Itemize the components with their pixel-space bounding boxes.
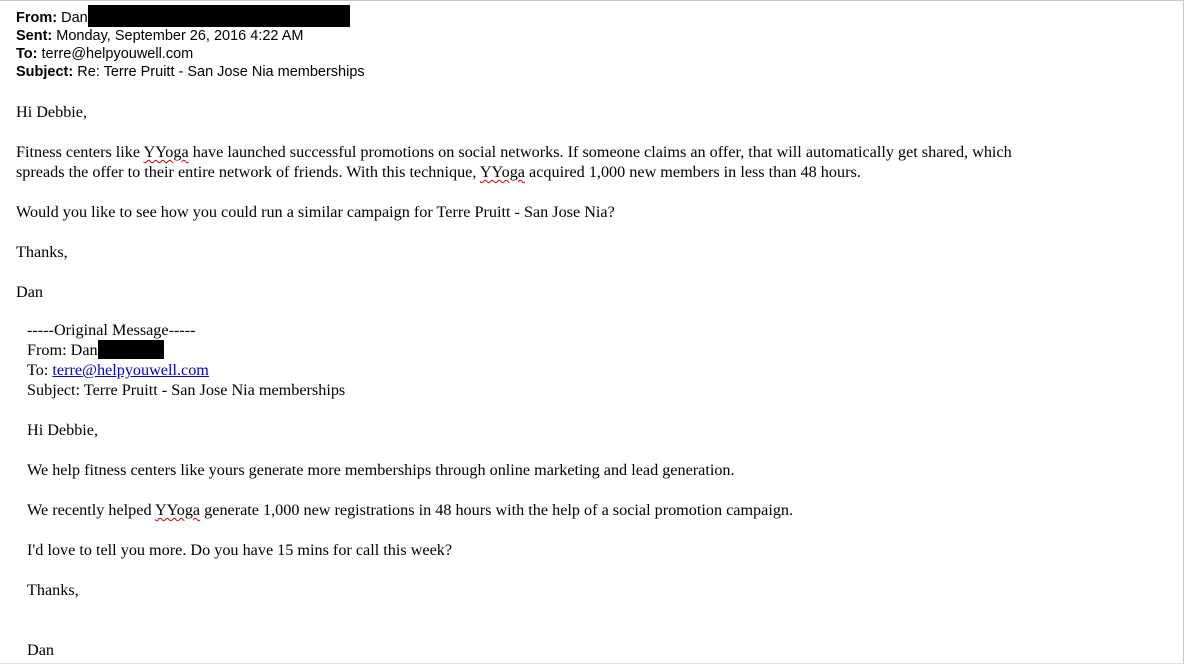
original-paragraph-2: We recently helped YYoga generate 1,000 new registrations in 48 hours with the help of a social promotion campaign. <box>27 501 794 519</box>
original-to-prefix: To: <box>27 361 53 379</box>
redaction-box <box>98 340 164 359</box>
original-from-row <box>27 340 345 360</box>
original-separator: -----Original Message----- <box>27 321 196 339</box>
reply-paragraph-2: Would you like to see how you could run a similar campaign for Terre Pruitt - San Jose Nia? <box>16 203 615 221</box>
brand-name: YYoga <box>479 163 525 181</box>
sent-row <box>16 27 365 45</box>
redaction-box <box>88 5 350 27</box>
to-row <box>16 45 365 63</box>
original-paragraph-1: We help fitness centers like yours generate more memberships through online marketing and lead generation. <box>27 461 735 479</box>
brand-name: YYoga <box>143 143 189 161</box>
original-from-line: From: Dan <box>27 341 98 359</box>
original-paragraph-3: I'd love to tell you more. Do you have 15 mins for call this week? <box>27 541 453 559</box>
original-greeting: Hi Debbie, <box>27 421 99 439</box>
reply-greeting: Hi Debbie, <box>16 103 88 121</box>
email-link[interactable]: terre@helpyouwell.com <box>52 361 209 379</box>
reply-thanks: Thanks, <box>16 243 68 261</box>
original-subject-line: Subject: Terre Pruitt - San Jose Nia memberships <box>27 381 346 399</box>
brand-name: YYoga <box>154 501 201 519</box>
sent-value: Monday, September 26, 2016 4:22 AM <box>56 28 304 44</box>
original-thanks: Thanks, <box>27 581 79 599</box>
original-signature: Dan <box>27 641 54 659</box>
reply-signature: Dan <box>16 283 43 301</box>
email-header <box>16 9 365 81</box>
reply-paragraph-1 <box>16 142 1012 182</box>
from-label: From: <box>16 10 58 26</box>
sent-label: Sent: <box>16 28 53 44</box>
original-to-row <box>27 360 345 380</box>
from-value: Dan <box>61 10 88 26</box>
subject-row <box>16 63 365 81</box>
original-message-header <box>27 320 345 400</box>
to-label: To: <box>16 46 38 62</box>
subject-label: Subject: <box>16 64 74 80</box>
reply-paragraph-1-line-1: Fitness centers like YYoga have launched successful promotions on social networks. If someone claims an offer, that will automatically get shared, which <box>16 143 1012 161</box>
from-row <box>16 9 365 27</box>
to-value: terre@helpyouwell.com <box>41 46 194 62</box>
subject-value: Re: Terre Pruitt - San Jose Nia memberships <box>77 64 365 80</box>
reply-paragraph-1-line-2: spreads the offer to their entire network of friends. With this technique, YYoga acquired 1,000 new members in less than 48 hours. <box>16 163 861 181</box>
